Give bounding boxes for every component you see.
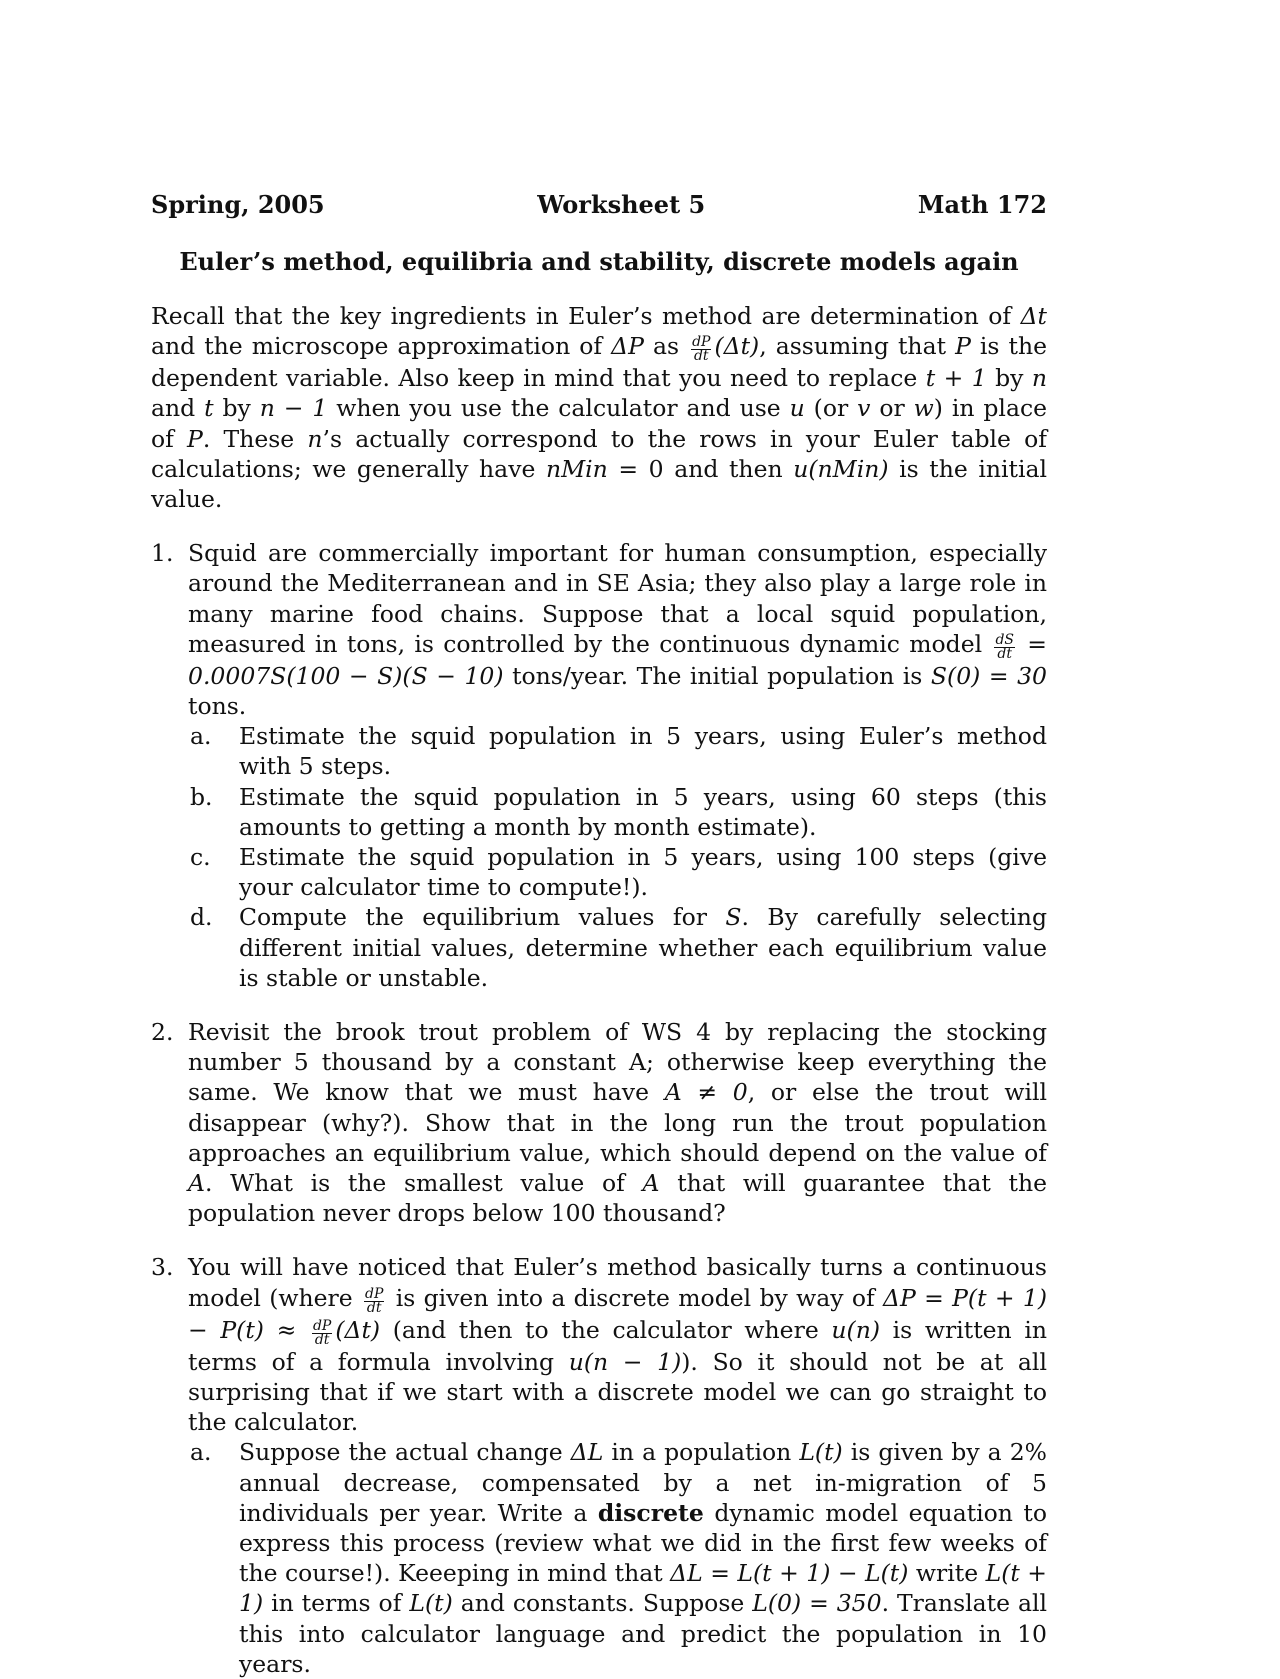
problem-1-part-a: a. Estimate the squid population in 5 years, using Euler’s method with 5 steps. (190, 722, 1047, 781)
problem-number: 2. (151, 1018, 174, 1047)
intro-paragraph: Recall that the key ingredients in Euler’s method are determination of Δt and the microscope approximation of ΔP as $\frac{dP}{dt}$ (Δt), assuming that P is the dependent variable. Also keep in mind that you need to replace t + 1 by n and t by n − 1 when you use the calculator and use u (or v or w) in place of P. These n’s actually correspond to the rows in your Euler table of calculations; we generally have nMin = 0 and then u(nMin) is the initial value. (151, 302, 1048, 514)
problem-1-part-d: d. Compute the equilibrium values for S. By carefully selecting different initial values, determine whether each equilibrium value is stable or unstable. (190, 903, 1047, 992)
ds-dt-fraction: $\frac{dS}{dt}$ (995, 631, 1014, 662)
problem-number: 1. (151, 539, 174, 568)
problem-1-part-b: b. Estimate the squid population in 5 years, using 60 steps (this amounts to getting a month by month estimate). (190, 782, 1047, 841)
header-title: Worksheet 5 (537, 190, 706, 219)
problem-3 (151, 1252, 1047, 1678)
problem-3-part-a: a. Suppose the actual change ΔL in a population L(t) is given by a 2% annual decrease, compensated by a net in-migration of 5 individuals per year. Write a discrete dynamic model equation to express this process (review what we did in the first few weeks of the course!). Keeeping in mind that ΔL = L(t + 1) − L(t) write L(t + 1) in terms of L(t) and constants. Suppose L(0) = 350. Translate all this into calculator language and predict the population in 10 years. (190, 1438, 1048, 1678)
header-course: Math 172 (917, 190, 1047, 219)
problem-1-part-c: c. Estimate the squid population in 5 years, using 100 steps (give your calculator time to compute!). (190, 843, 1047, 902)
dp-dt-fraction: $\frac{dP}{dt}$ (312, 1317, 332, 1348)
dp-dt-fraction: $\frac{dP}{dt}$ (692, 334, 711, 365)
worksheet-header (151, 190, 1047, 220)
worksheet-subtitle: Euler’s method, equilibria and stability, discrete models again (179, 247, 1019, 276)
problem-1 (151, 538, 1047, 993)
problem-number: 3. (151, 1253, 174, 1282)
worksheet-page (151, 190, 1047, 1679)
header-semester: Spring, 2005 (151, 190, 325, 219)
problem-2 (151, 1017, 1047, 1228)
problem-2-statement: Revisit the brook trout problem of WS 4 by replacing the stocking number 5 thousand by a constant A; otherwise keep everything the same. We know that we must have A ≠ 0, or else the trout will disappear (why?). Show that in the long run the trout population approaches an equilibrium value, which should depend on the value of A. What is the smallest value of A that will guarantee that the population never drops below 100 thousand? (188, 1018, 1047, 1228)
problem-3-statement: You will have noticed that Euler’s method basically turns a continuous model (where $\frac{dP}{dt}$ is given into a discrete model by way of ΔP = P(t + 1) − P(t) ≈ $\frac{dP}{dt}$ (Δt) (and then to the calculator where u(n) is written in terms of a formula involving u(n − 1)). So it should not be at all surprising that if we start with a discrete model we can go straight to the calculator. (188, 1253, 1047, 1437)
problem-1-statement: Squid are commercially important for human consumption, especially around the Mediterranean and in SE Asia; they also play a large role in many marine food chains. Suppose that a local squid population, measured in tons, is controlled by the continuous dynamic model $\frac{dS}{dt}$ = 0.0007S(100 − S)(S − 10) tons/year. The initial population is S(0) = 30 tons. (188, 539, 1047, 721)
dp-dt-fraction: $\frac{dP}{dt}$ (365, 1285, 384, 1316)
